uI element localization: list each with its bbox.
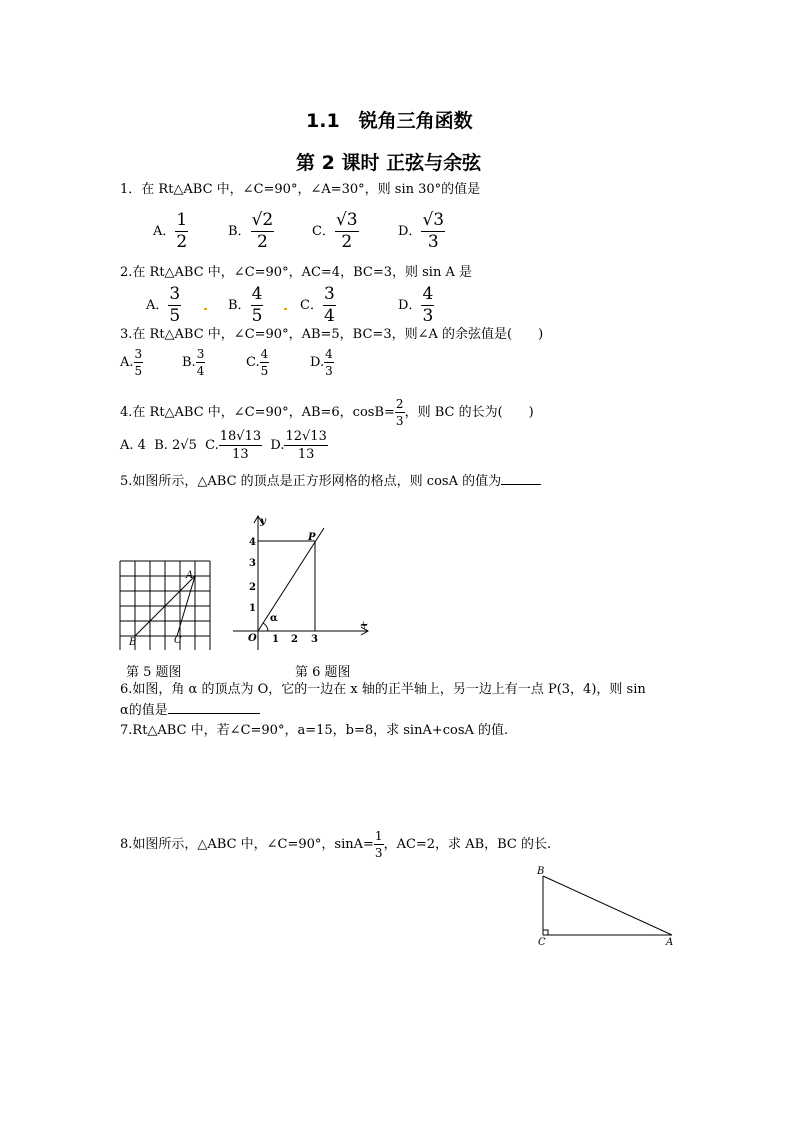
- question-7: 7.Rt△ABC 中，若∠C=90°，a=15，b=8，求 sinA+cosA 的值.: [120, 723, 509, 738]
- q3-option-d: D. $\frac{4}{3}$: [310, 347, 333, 378]
- q4-option-a: A. 4: [120, 438, 146, 453]
- figure-8-triangle: [532, 864, 682, 950]
- question-2: 2.在 Rt△ABC 中，∠C=90°，AC=4，BC=3，则 sin A 是: [120, 265, 472, 280]
- angle-alpha-label: α: [270, 613, 278, 624]
- label-b: B: [537, 866, 545, 877]
- q4-option-d: D. $\frac{12√13}{13}$: [270, 429, 327, 462]
- question-6-line-2: α的值是: [120, 703, 260, 719]
- x-tick-3: 3: [311, 634, 318, 645]
- q2-option-c: C． $\frac{3}{4}$: [300, 284, 335, 326]
- y-tick-4: 4: [249, 537, 256, 548]
- figure-6-caption: 第 6 题图: [295, 665, 351, 680]
- x-tick-2: 2: [291, 634, 298, 645]
- terminal-ray: [258, 528, 324, 631]
- question-8: 8.如图所示，△ABC 中，∠C=90°，sinA= $\frac{1}{3}$ ，AC=2，求 AB，BC 的长.: [120, 829, 552, 860]
- label-a: A: [666, 937, 674, 948]
- q3-option-b: B. $\frac{3}{4}$: [182, 347, 205, 378]
- x-tick-1: 1: [272, 634, 279, 645]
- y-tick-2: 2: [249, 582, 256, 593]
- figure-5-grid: [116, 556, 216, 650]
- q3-option-a: A. $\frac{3}{5}$: [120, 347, 143, 378]
- q1-option-b: B． $\frac{√2}{2}$: [228, 210, 274, 252]
- answer-blank[interactable]: [168, 713, 260, 714]
- q4-option-b: B. 2√5: [154, 438, 197, 453]
- q4-option-c: C. $\frac{18√13}{13}$: [205, 429, 262, 462]
- decor-dot: [284, 308, 287, 310]
- question-4: 4.在 Rt△ABC 中，∠C=90°，AB=6，cosB= $\frac{2}{3}$ ，则 BC 的长为( ): [120, 397, 534, 428]
- y-tick-1: 1: [249, 603, 256, 614]
- q3-option-c: C. $\frac{4}{5}$: [246, 347, 269, 378]
- figure-6-plane: [228, 510, 378, 650]
- label-c: C: [174, 635, 182, 646]
- q2-option-a: A． $\frac{3}{5}$: [146, 284, 181, 326]
- label-c: C: [538, 937, 546, 948]
- question-3: 3.在 Rt△ABC 中，∠C=90°，AB=5，BC=3，则∠A 的余弦值是( ): [120, 327, 544, 342]
- x-axis-label: x: [357, 619, 371, 631]
- q2-option-b: B． $\frac{4}{5}$: [228, 284, 263, 326]
- figure-5-caption: 第 5 题图: [126, 665, 182, 680]
- q4-options: [120, 430, 328, 461]
- page-title: 1.1 锐角三角函数: [306, 110, 473, 132]
- y-axis-label: y: [260, 516, 266, 527]
- page-subtitle: 第 2 课时 正弦与余弦: [296, 152, 482, 174]
- question-1: 1．在 Rt△ABC 中，∠C=90°，∠A=30°，则 sin 30°的值是: [120, 182, 481, 197]
- y-tick-3: 3: [249, 558, 256, 569]
- label-b: B: [129, 637, 137, 648]
- q2-option-d: D． $\frac{4}{3}$: [398, 284, 434, 326]
- point-p-label: P: [308, 532, 316, 543]
- q1-option-c: C． $\frac{√3}{2}$: [312, 210, 358, 252]
- origin-label: O: [248, 633, 257, 644]
- angle-arc: [263, 623, 268, 631]
- label-a: A: [186, 570, 194, 581]
- question-6-line-1: 6.如图，角 α 的顶点为 O，它的一边在 x 轴的正半轴上，另一边上有一点 P(3，4)，则 sin: [120, 682, 646, 697]
- right-angle-icon: [543, 930, 548, 935]
- q1-option-d: D． $\frac{√3}{3}$: [398, 210, 445, 252]
- question-5: 5.如图所示，△ABC 的顶点是正方形网格的格点，则 cosA 的值为: [120, 474, 541, 490]
- decor-dot: [204, 308, 207, 310]
- answer-blank[interactable]: [501, 484, 541, 485]
- side-ab: [543, 876, 672, 935]
- q1-option-a: A． $\frac{1}{2}$: [153, 210, 188, 252]
